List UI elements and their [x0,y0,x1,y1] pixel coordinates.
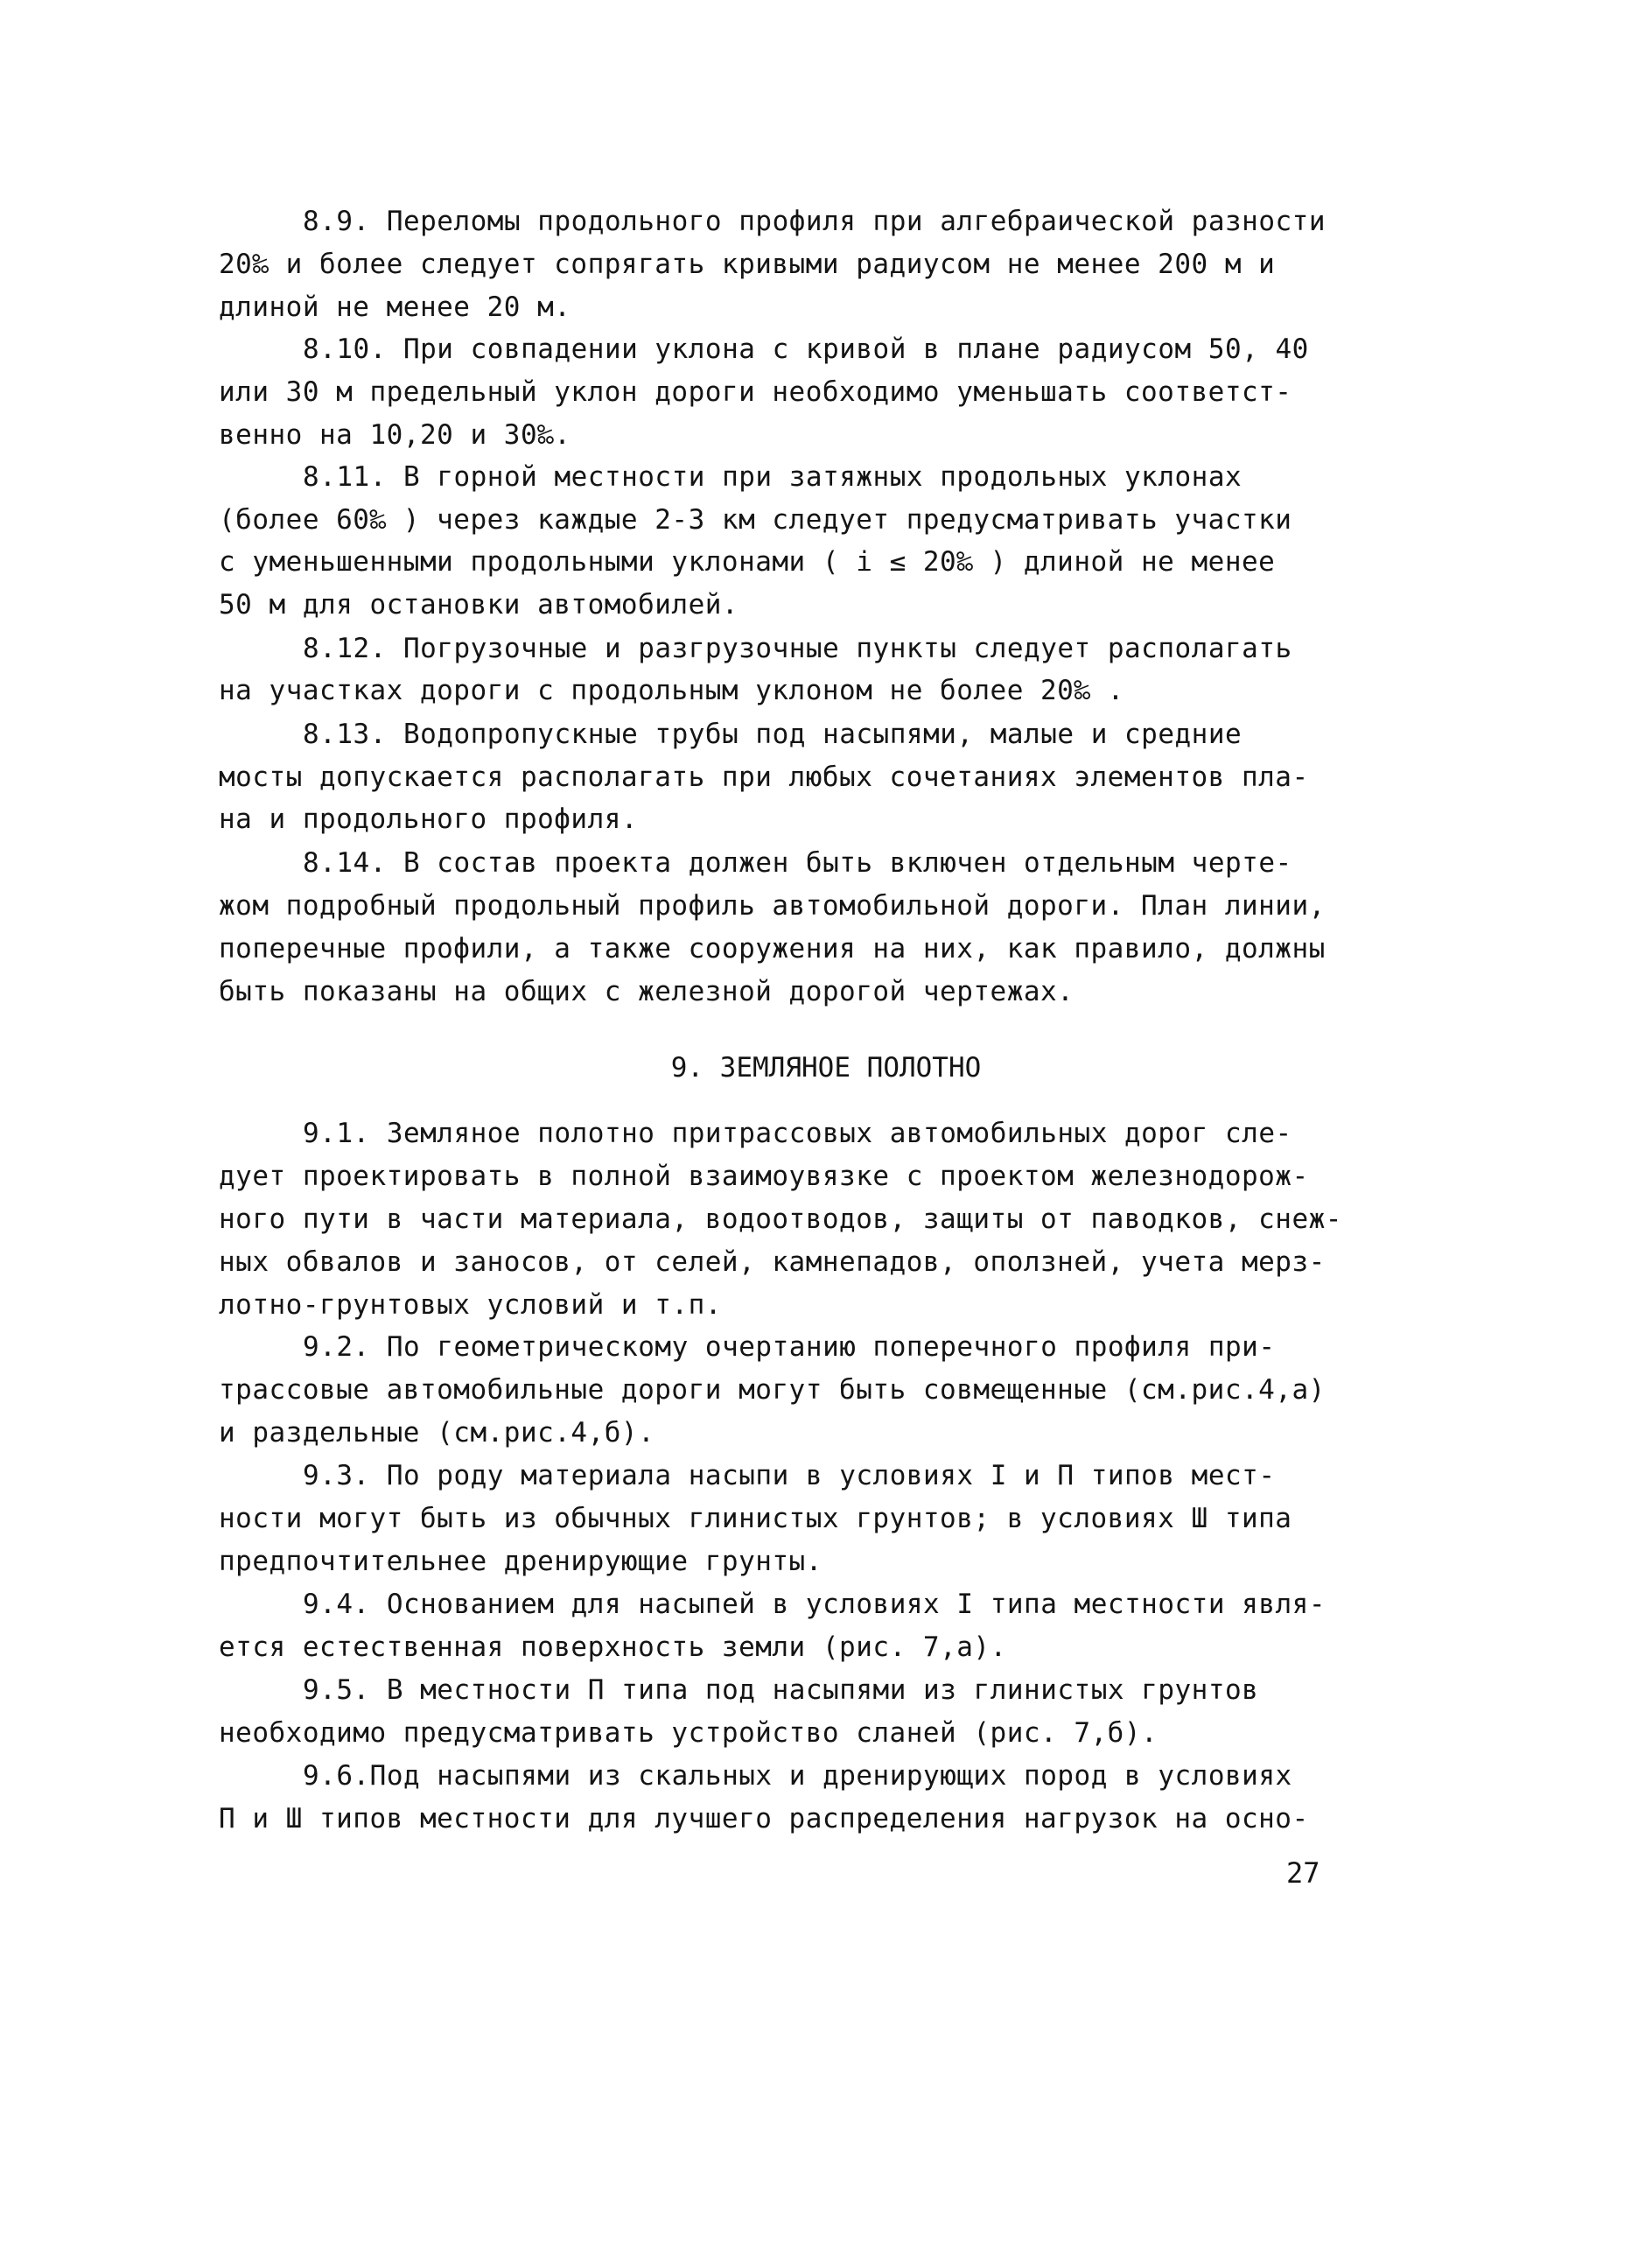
text-line: венно на 10,20 и 30‰. [219,419,571,451]
text-line: на участках дороги с продольным уклоном не более 20‰ . [219,675,1124,706]
text-line: 9.1. Земляное полотно притрассовых автомобильных дорог сле- [303,1118,1292,1149]
text-line: ности могут быть из обычных глинистых грунтов; в условиях Ш типа [219,1503,1292,1534]
text-line: 8.14. В состав проекта должен быть включен отдельным черте- [303,847,1292,879]
text-line: 9.2. По геометрическому очертанию поперечного профиля при- [303,1331,1276,1363]
text-line: 9.6.Под насыпями из скальных и дренирующих пород в условиях [303,1760,1292,1792]
text-line: 50 м для остановки автомобилей. [219,589,739,621]
text-line: П и Ш типов местности для лучшего распределения нагрузок на осно- [219,1803,1309,1835]
text-line: 8.13. Водопропускные трубы под насыпями, малые и средние [303,719,1242,750]
text-line: мосты допускается располагать при любых сочетаниях элементов пла- [219,761,1309,793]
text-line: предпочтительнее дренирующие грунты. [219,1546,822,1577]
text-line: 9.4. Основанием для насыпей в условиях I типа местности явля- [303,1589,1326,1620]
text-line: трассовые автомобильные дороги могут быть совмещенные (см.рис.4,а) [219,1374,1326,1406]
text-line: 20‰ и более следует сопрягать кривыми радиусом не менее 200 м и [219,249,1276,280]
page-number: 27 [1286,1856,1320,1890]
text-line: лотно-грунтовых условий и т.п. [219,1289,722,1321]
text-line: и раздельные (см.рис.4,б). [219,1417,655,1449]
text-line: поперечные профили, а также сооружения на них, как правило, должны [219,933,1326,965]
text-line: длиной не менее 20 м. [219,291,571,323]
text-line: ного пути в части материала, водоотводов, защиты от паводков, снеж- [219,1203,1342,1235]
text-line: (более 60‰ ) через каждые 2-3 км следует предусматривать участки [219,504,1292,536]
section-heading: 9. ЗЕМЛЯНОЕ ПОЛОТНО [670,1052,982,1084]
text-line: 9.3. По роду материала насыпи в условиях I и П типов мест- [303,1460,1276,1491]
text-line: быть показаны на общих с железной дорогой чертежах. [219,976,1074,1007]
text-line: жом подробный продольный профиль автомобильной дороги. План линии, [219,890,1326,922]
text-line: с уменьшенными продольными уклонами ( i ≤ 20‰ ) длиной не менее [219,546,1276,578]
text-line: 8.9. Переломы продольного профиля при алгебраической разности [303,206,1326,237]
text-line: на и продольного профиля. [219,803,639,835]
text-line: необходимо предусматривать устройство сланей (рис. 7,б). [219,1717,1158,1749]
text-line: 9.5. В местности П типа под насыпями из глинистых грунтов [303,1674,1259,1706]
text-line: 8.10. При совпадении уклона с кривой в плане радиусом 50, 40 [303,333,1309,365]
text-line: или 30 м предельный уклон дороги необходимо уменьшать соответст- [219,376,1292,408]
text-line: дует проектировать в полной взаимоувязке с проектом железнодорож- [219,1161,1309,1192]
text-line: ных обвалов и заносов, от селей, камнепадов, оползней, учета мерз- [219,1246,1326,1278]
text-line: 8.12. Погрузочные и разгрузочные пункты следует располагать [303,633,1292,664]
text-line: 8.11. В горной местности при затяжных продольных уклонах [303,461,1242,493]
text-line: ется естественная поверхность земли (рис. 7,а). [219,1631,1007,1663]
